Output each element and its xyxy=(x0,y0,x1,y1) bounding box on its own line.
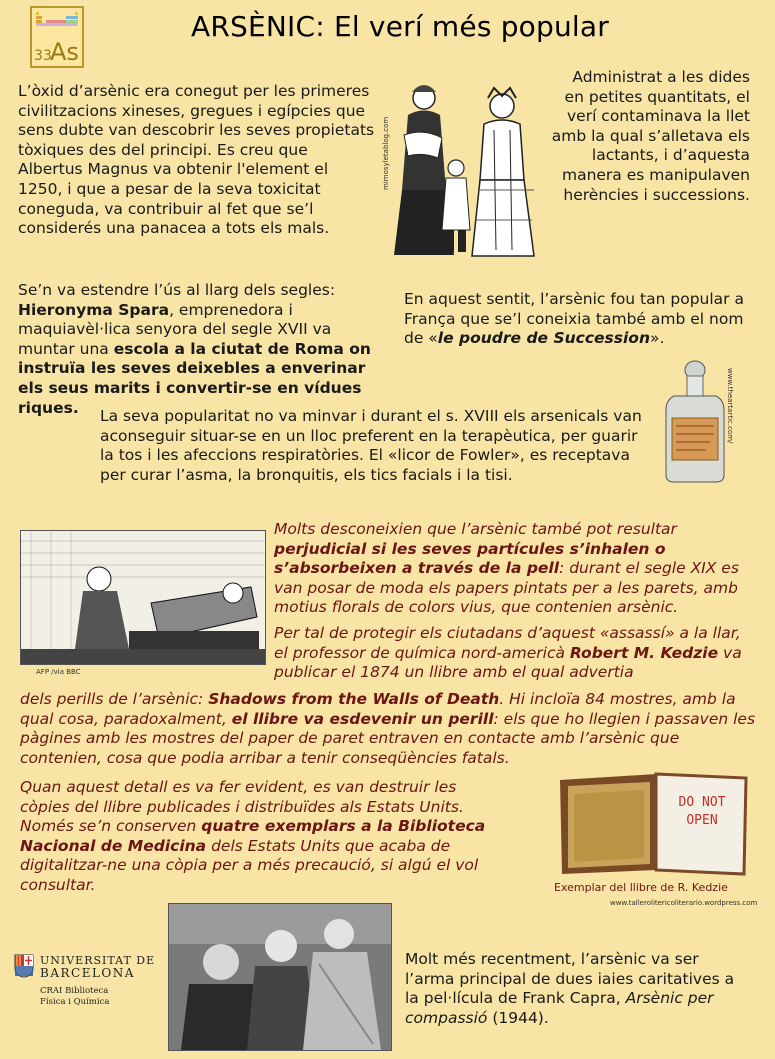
page-title: ARSÈNIC: El verí més popular xyxy=(191,10,609,43)
france-paragraph xyxy=(404,290,758,349)
spara-text-b: , emprenedora i maquiavèl·lica senyora del segle XVII va muntar una xyxy=(18,300,332,358)
engraving-credit: AFP /via BBC xyxy=(36,668,81,676)
kedzie-text-a: Per tal de protegir els ciutadans d’aquest «assassí» a la llar, el professor de química nord-americà xyxy=(274,624,741,662)
intro-paragraph: L’òxid d’arsènic era conegut per les primeres civilitzacions xineses, gregues i egípcies que sens dubte van descobrir les seves propietats tòxiques des del principi. Es creu que Albertus Magnus va obtenir l'element el 1250, i que a pesar de la seva toxicitat coneguda, va contribuir al fet que se’l considerés una panacea a tots els mals. xyxy=(18,82,375,238)
poudre-term: le poudre de Succession xyxy=(437,329,650,348)
book-stamp xyxy=(664,794,740,830)
capra-text-a: Molt més recentment, l’arsènic va ser l’arma principal de dues iaies caritatives a la pel·lícula de Frank Capra, xyxy=(405,950,735,1008)
spara-text-a: Se’n va estendre l’ús al llarg dels segles: xyxy=(18,281,336,299)
shadows-paragraph xyxy=(20,690,760,768)
copies-text-b: dels Estats Units que acaba de digitalitzar-ne una còpia per a més precaució, si algú el vol consultar. xyxy=(20,836,479,894)
fowler-paragraph: La seva popularitat no va minvar i durant el s. XVIII els arsenicals van aconseguir situar-se en un lloc preferent en la terapèutica, per guarir la tos i les afeccions respiratòries. El «licor de Fowler», es receptava per curar l’asma, la bronquitis, els tics facials i la tisi. xyxy=(100,407,642,484)
fowler-bottle xyxy=(660,360,740,485)
film-still xyxy=(168,903,392,1051)
wallpaper-engraving xyxy=(20,530,266,665)
periodic-table-icon xyxy=(36,12,78,26)
kedzie-text-b: va publicar el 1874 un llibre amb el qual advertia xyxy=(274,643,742,682)
spara-name: Hieronyma Spara xyxy=(18,300,170,319)
inhalation-paragraph xyxy=(274,520,756,618)
nurses-credit: mimosyletablog.com xyxy=(382,116,390,190)
capra-film-title: Arsènic per compassió xyxy=(405,989,714,1027)
capra-paragraph xyxy=(405,950,735,1028)
france-text-b: ». xyxy=(649,329,665,348)
book-credit: www.tallerolitericoliterario.wordpress.com xyxy=(610,899,758,907)
stamp-line-1: DO NOT xyxy=(678,795,726,810)
shadows-book-title: Shadows from the Walls of Death xyxy=(208,690,500,708)
spara-school: escola a la ciutat de Roma on instruïa les seves deixebles a enverinar els seus marits i convertir-se en vídues riques. xyxy=(18,339,371,417)
engraving-image xyxy=(21,531,265,664)
atomic-number: 33 xyxy=(34,48,52,64)
kedzie-paragraph xyxy=(274,624,756,683)
periodic-table-logo xyxy=(30,6,84,68)
copies-text-a: Quan aquest detall es va fer evident, es van destruir les còpies del llibre publicades i distribuïdes als Estats Units. Només se’n conserven xyxy=(20,778,464,836)
kedzie-book xyxy=(556,770,752,878)
crai-line-1: CRAI Biblioteca xyxy=(40,986,109,996)
nurses-engraving-image xyxy=(384,70,546,260)
bottle-credit: www.theartartic.com/ xyxy=(726,368,734,444)
shadows-text-b: . Hi incloïa 84 mostres, amb la qual cosa, paradoxalment, xyxy=(20,690,736,728)
shadows-bold: el llibre va esdevenir un perill xyxy=(231,709,494,728)
copies-bold: quatre exemplars a la Biblioteca Nacional de Medicina xyxy=(20,817,486,855)
inhal-text-a: Molts desconeixien que l’arsènic també pot resultar xyxy=(274,520,677,538)
nurses-illustration xyxy=(384,70,546,260)
stamp-line-2: OPEN xyxy=(686,813,718,828)
kedzie-name: Robert M. Kedzie xyxy=(569,643,719,662)
university-shield-icon xyxy=(14,954,34,978)
spara-paragraph xyxy=(18,281,372,418)
crai-line-2: Física i Química xyxy=(40,997,110,1007)
film-still-image xyxy=(169,904,391,1050)
capra-text-b: (1944). xyxy=(487,1008,549,1027)
france-text-a: En aquest sentit, l’arsènic fou tan popular a França que se’l coneixia també amb el nom de « xyxy=(404,290,744,348)
university-name-2: BARCELONA xyxy=(40,966,135,980)
shadows-text-c: : els que ho llegien i passaven les pàgines amb les mostres del paper de paret entraven en contacte amb l’arsènic que contenien, cosa que podia arribar a tenir conseqüències fatals. xyxy=(20,709,756,767)
bottle-image xyxy=(660,360,730,485)
inhal-text-b: : durant el segle XIX es van posar de moda els papers pintats per a les parets, amb motius florals de colors vius, que contenien arsènic. xyxy=(274,559,739,617)
shadows-text-a: dels perills de l’arsènic: xyxy=(20,690,209,708)
nurses-paragraph: Administrat a les dides en petites quantitats, el verí contaminava la llet amb la qual s’alletava els lactants, i d’aquesta manera es manipulaven herències i successions. xyxy=(551,68,750,204)
book-caption: Exemplar del llibre de R. Kedzie xyxy=(554,881,728,894)
copies-paragraph xyxy=(20,778,500,896)
element-symbol: As xyxy=(50,38,79,66)
inhal-bold: perjudicial si les seves partícules s’inhalen o s’absorbeixen a través de la pell xyxy=(274,539,666,578)
university-name-1: UNIVERSITAT DE xyxy=(40,954,156,967)
